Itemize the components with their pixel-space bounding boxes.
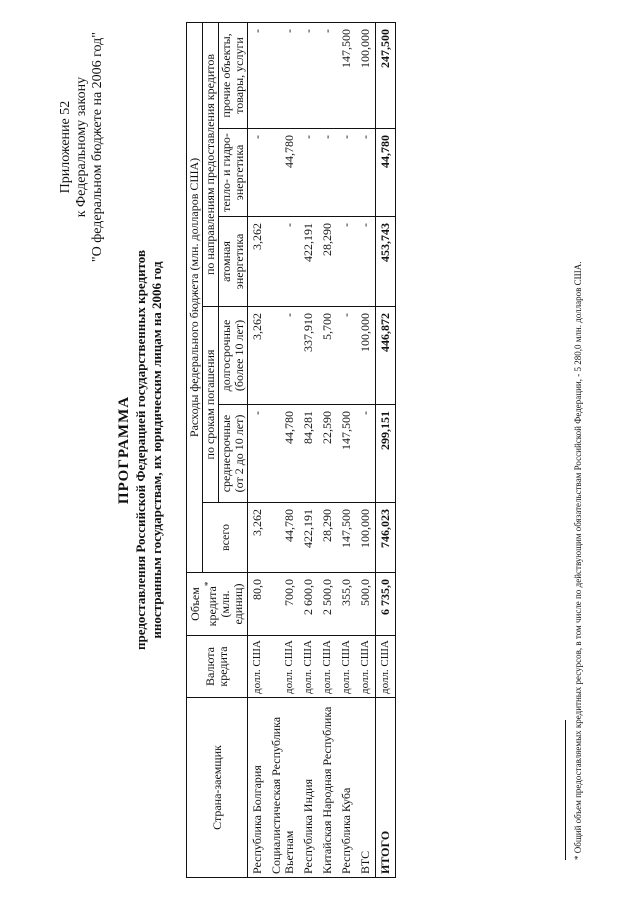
cell-long: 3,262 [248,307,268,405]
annex-law-name: "О федеральном бюджете на 2006 год" [90,32,105,263]
annex-law: к Федеральному закону [74,76,89,218]
cell-thermal: - [337,129,356,217]
cell-nuclear: - [337,217,356,307]
cell-medium: 22,590 [318,405,337,503]
cell-medium: - [248,405,268,503]
cell-other: - [318,22,337,128]
cell-thermal: - [356,129,376,217]
cell-currency: долл. США [248,636,268,698]
table-row [318,22,337,877]
cell-medium: 84,281 [299,405,318,503]
cell-volume: 355,0 [337,573,356,636]
cell-other: 247,500 [376,22,396,128]
footnote: * Общий объем предоставляемых кредитных ресурсов, в том числе по действующим обязательствам Российской Федерации, - 5 280,0 млн. долларов США. [573,261,583,860]
cell-nuclear: 28,290 [318,217,337,307]
cell-volume: 700,0 [267,573,299,636]
cell-long: 446,872 [376,307,396,405]
header-thermal: тепло- и гидро- энергетика [219,129,248,217]
cell-currency: долл. США [376,636,396,698]
table-row [337,22,356,877]
cell-thermal: - [299,129,318,217]
header-other: прочие объекты, товары, услуги [219,22,248,128]
header-long: долгосрочные (более 10 лет) [219,307,248,405]
footnote-marker: * [203,581,213,587]
title-line-1: предоставления Российской Федерацией государственных кредитов [133,250,148,650]
cell-medium: 299,151 [376,405,396,503]
cell-nuclear: 3,262 [248,217,268,307]
cell-nuclear: - [356,217,376,307]
cell-volume: 500,0 [356,573,376,636]
cell-country: Социалистическая Республика Вьетнам [267,698,299,878]
header-by-direction: по направлениям предоставления кредитов [203,22,219,306]
cell-nuclear: 422,191 [299,217,318,307]
cell-long: 100,000 [356,307,376,405]
cell-country: Республика Индия [299,698,318,878]
cell-medium: 44,780 [267,405,299,503]
cell-total: 100,000 [356,503,376,573]
header-medium: среднесрочные (от 2 до 10 лет) [219,405,248,503]
cell-long: - [337,307,356,405]
cell-long: 337,910 [299,307,318,405]
cell-total: 422,191 [299,503,318,573]
footnote-divider [565,720,566,860]
cell-volume: 2 600,0 [299,573,318,636]
document-title [115,0,165,900]
table-row [299,22,318,877]
header-volume-label: Объем кредита [188,586,219,627]
cell-other: - [248,22,268,128]
title-main: ПРОГРАММА [116,395,132,505]
table-total-row [376,22,396,877]
table-row [248,22,268,877]
cell-country: Республика Болгария [248,698,268,878]
annex-number: Приложение 52 [58,100,73,194]
cell-long: - [267,307,299,405]
cell-nuclear: 453,743 [376,217,396,307]
cell-volume: 6 735,0 [376,573,396,636]
cell-currency: долл. США [267,636,299,698]
cell-country: ИТОГО [376,698,396,878]
cell-long: 5,700 [318,307,337,405]
cell-other: 100,000 [356,22,376,128]
header-volume [187,573,248,636]
cell-total: 3,262 [248,503,268,573]
cell-medium: 147,500 [337,405,356,503]
cell-currency: долл. США [299,636,318,698]
cell-other: 147,500 [337,22,356,128]
cell-currency: долл. США [337,636,356,698]
cell-other: - [267,22,299,128]
cell-currency: долл. США [318,636,337,698]
header-by-term: по срокам погашения [203,307,219,503]
header-nuclear: атомная энергетика [219,217,248,307]
table-row [356,22,376,877]
cell-total: 147,500 [337,503,356,573]
cell-total: 44,780 [267,503,299,573]
title-line-2: иностранным государствам, их юридическим лицам на 2006 год [149,261,164,639]
cell-country: Китайская Народная Республика [318,698,337,878]
header-total: всего [203,503,248,573]
header-country: Страна-заемщик [187,698,248,878]
cell-thermal: 44,780 [267,129,299,217]
header-expenses: Расходы федерального бюджета (млн. долларов США) [187,22,203,572]
cell-thermal: - [318,129,337,217]
table-row [267,22,299,877]
header-volume-units: (млн. единиц) [218,583,245,625]
cell-country: Республика Куба [337,698,356,878]
cell-medium: - [356,405,376,503]
cell-country: ВТС [356,698,376,878]
header-currency: Валюта кредита [187,636,248,698]
cell-total: 28,290 [318,503,337,573]
cell-volume: 80,0 [248,573,268,636]
cell-thermal: - [248,129,268,217]
cell-currency: долл. США [356,636,376,698]
cell-total: 746,023 [376,503,396,573]
cell-volume: 2 500,0 [318,573,337,636]
cell-other: - [299,22,318,128]
cell-nuclear: - [267,217,299,307]
cell-thermal: 44,780 [376,129,396,217]
credits-table [186,22,396,878]
annex-block [58,32,106,262]
